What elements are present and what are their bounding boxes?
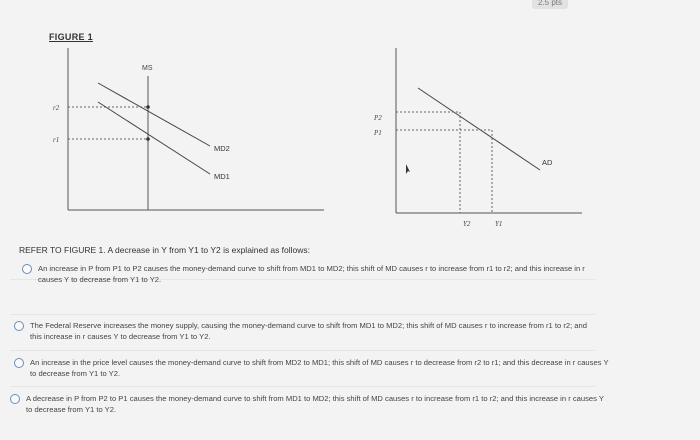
ad-curve bbox=[418, 88, 540, 170]
radio-button[interactable] bbox=[14, 321, 24, 331]
r1-tick-label: r1 bbox=[53, 136, 60, 144]
equilibrium-point-r2 bbox=[146, 105, 150, 109]
md2-label: MD2 bbox=[214, 144, 230, 153]
divider bbox=[10, 386, 595, 387]
md2-curve bbox=[98, 83, 210, 146]
answer-option-1[interactable] bbox=[22, 263, 597, 285]
equilibrium-point-r1 bbox=[146, 137, 150, 141]
aggregate-demand-graph bbox=[360, 40, 600, 240]
option-text: The Federal Reserve increases the money supply, causing the money-demand curve to shift from MD1 to MD2; this shift of MD causes r to increase from r1 to r2; and this increase in r causes Y to decrease from Y1 to Y2. bbox=[30, 321, 587, 341]
money-market-graph bbox=[40, 40, 340, 230]
p2-tick-label: P2 bbox=[374, 114, 382, 122]
divider bbox=[10, 350, 595, 351]
ad-label: AD bbox=[542, 158, 553, 167]
question-text: REFER TO FIGURE 1. A decrease in Y from Y1 to Y2 is explained as follows: bbox=[19, 245, 311, 255]
radio-button[interactable] bbox=[10, 394, 20, 404]
answer-option-2[interactable] bbox=[14, 320, 599, 342]
option-text: A decrease in P from P2 to P1 causes the money-demand curve to shift from MD1 to MD2; this shift of MD causes r to increase from r1 to r2; and this increase in r causes Y to decrease from Y1 to Y2. bbox=[26, 394, 604, 414]
md1-label: MD1 bbox=[214, 172, 230, 181]
points-badge: 2.5 pts bbox=[532, 0, 568, 9]
answer-option-3[interactable] bbox=[14, 357, 609, 379]
ms-label: MS bbox=[142, 65, 153, 72]
md1-curve bbox=[98, 102, 210, 174]
divider bbox=[10, 314, 595, 315]
y2-tick-label: Y2 bbox=[463, 220, 471, 228]
answer-option-4[interactable] bbox=[10, 393, 605, 415]
y1-tick-label: Y1 bbox=[495, 220, 503, 228]
radio-button[interactable] bbox=[14, 358, 24, 368]
r2-tick-label: r2 bbox=[53, 104, 60, 112]
option-text: An increase in P from P1 to P2 causes the money-demand curve to shift from MD1 to MD2; this shift of MD causes r to increase from r1 to r2; and this increase in r causes Y to decrease from Y1 to Y2. bbox=[38, 264, 585, 284]
p1-tick-label: P1 bbox=[374, 129, 382, 137]
radio-button[interactable] bbox=[22, 264, 32, 274]
cursor-arrow-icon bbox=[406, 164, 410, 174]
option-text: An increase in the price level causes the money-demand curve to shift from MD2 to MD1; this shift of MD causes r to decrease from r2 to r1; and this decrease in r causes Y to decrease from Y1 to Y2. bbox=[30, 358, 609, 378]
figure-title: FIGURE 1 bbox=[49, 32, 93, 42]
